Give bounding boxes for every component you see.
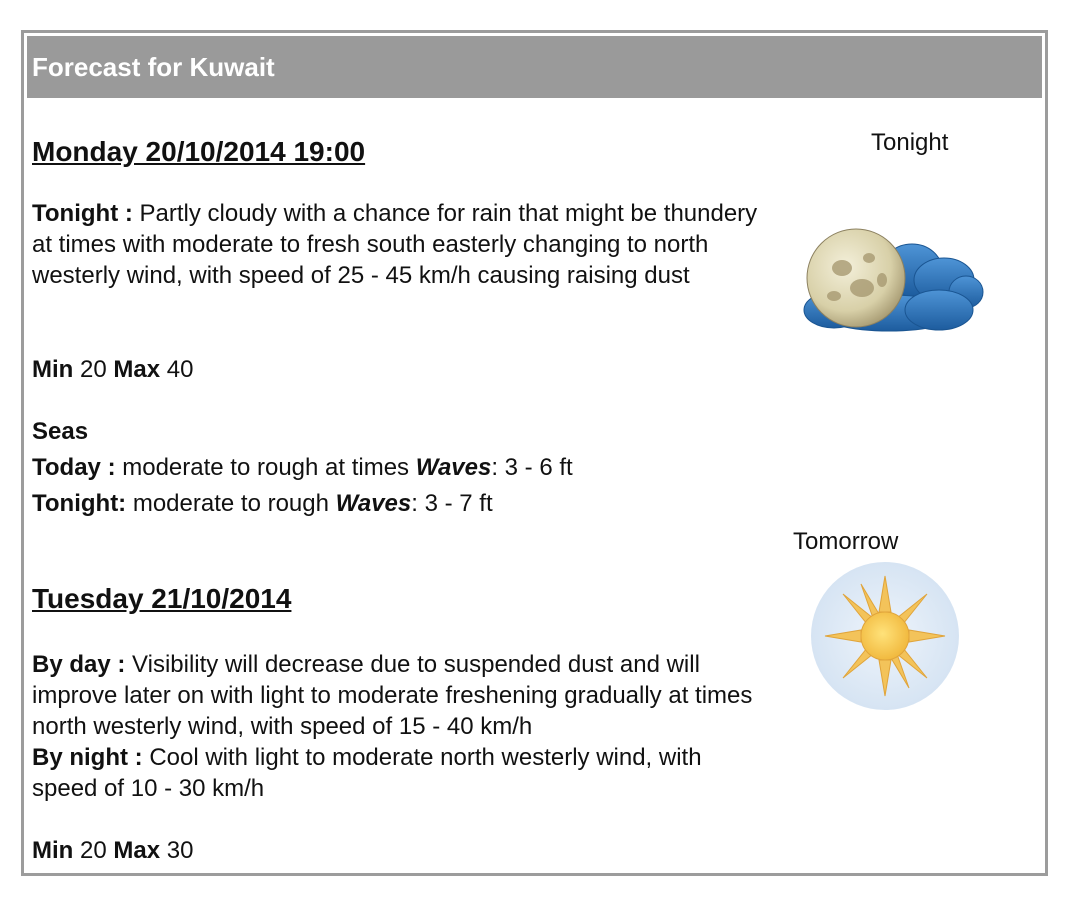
seas-label: Seas (32, 418, 89, 445)
day1-tonight-text: Partly cloudy with a chance for rain that might be thundery at times with moderate to fresh south easterly changing to north westerly wind, with speed of 25 - 45 km/h causing raising dust (32, 200, 758, 289)
seas-tonight (32, 488, 493, 519)
day2-max-label: Max (113, 837, 161, 864)
day2-by-night-label: By night : (32, 744, 143, 771)
day2-by-day-text: Visibility will decrease due to suspended dust and will improve later on with light to moderate freshening gradually at times north westerly wind, with speed of 15 - 40 km/h (32, 651, 753, 740)
day2-temperatures (32, 835, 193, 866)
forecast-header: Forecast for Kuwait (27, 36, 1042, 98)
seas-today (32, 452, 573, 483)
tomorrow-label: Tomorrow (793, 528, 899, 555)
day2-by-day-forecast (32, 649, 767, 742)
seas-tonight-waves-label: Waves (335, 490, 412, 517)
day2-min-label: Min (32, 837, 74, 864)
seas-tonight-label: Tonight: (32, 490, 127, 517)
day1-min-value: 20 (80, 356, 107, 383)
day1-tonight-forecast (32, 198, 767, 291)
day1-title: Monday 20/10/2014 19:00 (32, 136, 366, 167)
seas-heading (32, 416, 88, 447)
day1-temperatures (32, 354, 193, 385)
day1-min-label: Min (32, 356, 74, 383)
moon-cloud-icon (794, 218, 986, 348)
seas-today-waves-label: Waves (415, 454, 492, 481)
day2-by-night-text: Cool with light to moderate north westerly wind, with speed of 10 - 30 km/h (32, 744, 702, 802)
day2-max-value: 30 (166, 837, 194, 864)
day2-title: Tuesday 21/10/2014 (32, 583, 292, 614)
day2-min-value: 20 (80, 837, 107, 864)
seas-today-waves-value: : 3 - 6 ft (491, 454, 573, 481)
day1-max-label: Max (113, 356, 161, 383)
sun-icon (809, 560, 961, 712)
seas-tonight-text: moderate to rough (126, 490, 336, 517)
day2-by-night-forecast (32, 742, 767, 804)
day1-max-value: 40 (166, 356, 194, 383)
tonight-label: Tonight (871, 129, 949, 156)
seas-today-label: Today : (32, 454, 116, 481)
day1-tonight-label: Tonight : (32, 200, 133, 227)
forecast-panel (21, 30, 1048, 876)
seas-today-text: moderate to rough at times (115, 454, 416, 481)
day2-by-day-label: By day : (32, 651, 126, 678)
seas-tonight-waves-value: : 3 - 7 ft (411, 490, 493, 517)
